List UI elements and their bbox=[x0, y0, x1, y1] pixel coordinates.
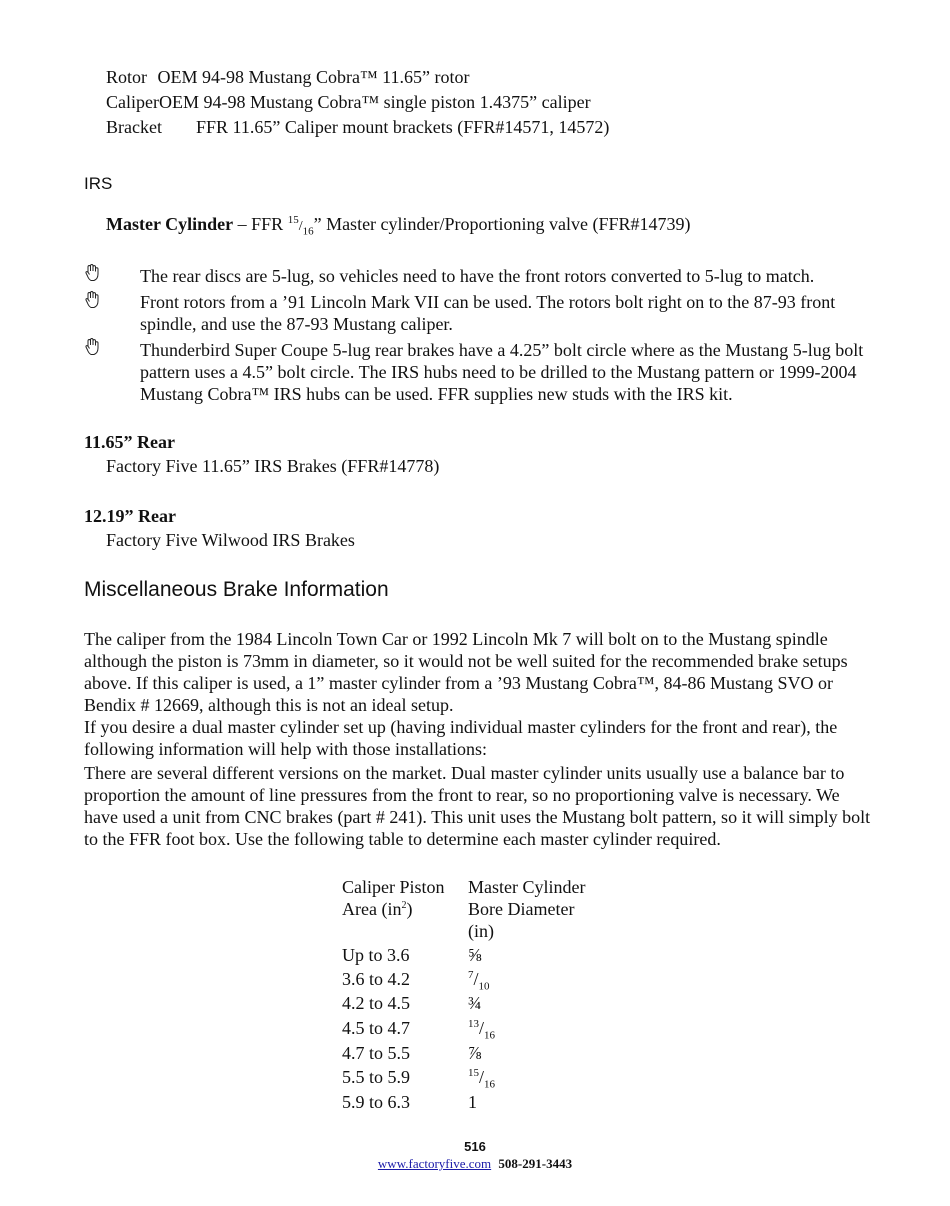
rear-1219-text: Factory Five Wilwood IRS Brakes bbox=[106, 530, 355, 550]
rear-1165-heading: 11.65” Rear bbox=[84, 432, 175, 452]
master-prefix: – FFR bbox=[233, 214, 288, 234]
hand-point-icon bbox=[84, 290, 104, 310]
spec-value: OEM 94-98 Mustang Cobra™ single piston 1.4375” caliper bbox=[158, 92, 591, 112]
table-header-area-unit: Area $(in^2)$ bbox=[342, 899, 413, 919]
misc-paragraph: If you desire a dual master cylinder set up (having individual master cylinders for the front and rear), the following information will help with those installations: bbox=[84, 717, 838, 759]
section-heading-irs: IRS bbox=[84, 174, 113, 193]
master-cylinder-line: Master Cylinder – FFR $^{15}/_{16}$” Master cylinder/Proportioning valve (FFR#14739) bbox=[106, 214, 691, 238]
misc-paragraph: The caliper from the 1984 Lincoln Town Car or 1992 Lincoln Mk 7 will bolt on to the Mustang spindle although the piston is 73mm in diameter, so it would not be well suited for the recommended brake setups above. If this caliper is used, a 1” master cylinder from a ’93 Mustang Cobra™, 84-86 Mustang SVO or Bendix # 12669, although this is not an ideal setup. bbox=[84, 629, 848, 715]
frac-denominator: 16 bbox=[302, 225, 314, 238]
table-cell-bore: ⅞ bbox=[468, 1043, 482, 1063]
spec-rotor bbox=[106, 66, 469, 88]
table-cell-area: 3.6 to 4.2 bbox=[342, 969, 411, 989]
spec-bracket bbox=[106, 116, 610, 138]
table-cell-bore: $^7/_{10}$ bbox=[468, 969, 490, 993]
table-header-bore: Bore Diameter bbox=[468, 899, 575, 919]
table-header-bore-unit: (in) bbox=[468, 921, 494, 941]
spec-caliper bbox=[106, 91, 591, 113]
table-cell-area: 4.5 to 4.7 bbox=[342, 1018, 411, 1038]
note-item: The rear discs are 5-lug, so vehicles need to have the front rotors converted to 5-lug to match. bbox=[140, 266, 815, 286]
rear-1219-heading: 12.19” Rear bbox=[84, 506, 176, 526]
table-cell-area: 5.5 to 5.9 bbox=[342, 1067, 411, 1087]
table-header-bore: Master Cylinder bbox=[468, 877, 586, 897]
table-cell-area: 4.2 to 4.5 bbox=[342, 993, 411, 1013]
spec-label: Caliper bbox=[106, 92, 159, 112]
table-cell-bore: $^{13}/_{16}$ bbox=[468, 1018, 496, 1042]
table-cell-area: Up to 3.6 bbox=[342, 945, 410, 965]
footer-contact bbox=[0, 1156, 950, 1172]
spec-value: OEM 94-98 Mustang Cobra™ 11.65” rotor bbox=[157, 67, 470, 87]
spec-value: FFR 11.65” Caliper mount brackets (FFR#14571, 14572) bbox=[196, 117, 610, 137]
hand-point-icon bbox=[84, 263, 104, 283]
master-suffix: ” Master cylinder/Proportioning valve (FFR#14739) bbox=[313, 214, 691, 234]
spec-label: Rotor bbox=[106, 67, 148, 87]
table-header-area: Caliper Piston bbox=[342, 877, 445, 897]
page-number: 516 bbox=[464, 1139, 486, 1154]
note-item: Thunderbird Super Coupe 5-lug rear brakes have a 4.25” bolt circle where as the Mustang 5-lug bolt pattern uses a 4.5” bolt circle. The IRS hubs need to be drilled to the Mustang pattern or 1999-2004 Mustang Cobra™ IRS hubs can be used. FFR supplies new studs with the IRS kit. bbox=[140, 340, 864, 404]
note-item: Front rotors from a ’91 Lincoln Mark VII can be used. The rotors bolt right on to the 87-93 front spindle, and use the 87-93 Mustang caliper. bbox=[140, 292, 836, 334]
table-cell-area: 5.9 to 6.3 bbox=[342, 1092, 411, 1112]
section-heading-misc: Miscellaneous Brake Information bbox=[84, 578, 389, 601]
table-cell-bore: ¾ bbox=[468, 993, 482, 1013]
frac-numerator: 15 bbox=[287, 214, 299, 226]
website-link[interactable]: www.factoryfive.com bbox=[377, 1156, 492, 1171]
spec-label: Bracket bbox=[106, 117, 162, 137]
table-cell-bore: ⅝ bbox=[468, 945, 482, 965]
phone-number: 508-291-3443 bbox=[498, 1156, 573, 1171]
misc-paragraph: There are several different versions on the market. Dual master cylinder units usually use a balance bar to proportion the amount of line pressures from the front to rear, so no proportioning valve is necessary. We have used a unit from CNC brakes (part # 241). This unit uses the Mustang bolt pattern, so it will simply bolt to the FFR foot box. Use the following table to determine each master cylinder required. bbox=[84, 763, 871, 849]
hand-point-icon bbox=[84, 337, 104, 357]
table-cell-bore: 1 bbox=[468, 1092, 477, 1112]
master-cylinder-label: Master Cylinder bbox=[106, 214, 234, 234]
table-cell-area: 4.7 to 5.5 bbox=[342, 1043, 411, 1063]
rear-1165-text: Factory Five 11.65” IRS Brakes (FFR#14778) bbox=[106, 456, 440, 476]
table-cell-bore: $^{15}/_{16}$ bbox=[468, 1067, 496, 1091]
